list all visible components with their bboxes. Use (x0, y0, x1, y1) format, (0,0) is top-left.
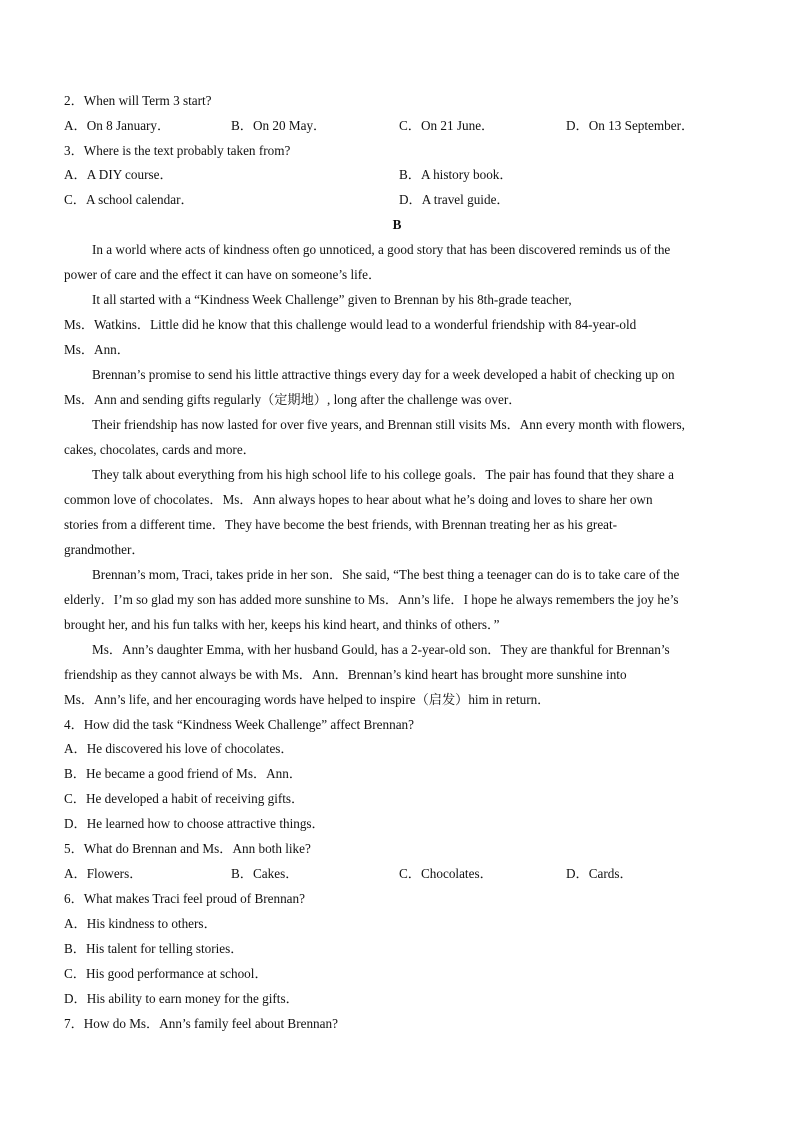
passage-line: Ms．Ann’s life, and her encouraging words have helped to inspire（启发）him in return． (64, 692, 551, 707)
q6-option-a: A．His kindness to others． (64, 916, 217, 931)
question-6-stem: 6．What makes Traci feel proud of Brennan? (64, 891, 305, 906)
passage-line: elderly．I’m so glad my son has added more sunshine to Ms．Ann’s life．I hope he always remembers the joy he’s (64, 592, 679, 607)
q2-option-d: D．On 13 September． (566, 118, 695, 133)
passage-line: common love of chocolates．Ms．Ann always hopes to hear about what he’s doing and loves to share her own (64, 492, 653, 507)
passage-line: power of care and the effect it can have on someone’s life． (64, 267, 382, 282)
q2-option-b: B．On 20 May． (231, 118, 327, 133)
q3-option-c: C．A school calendar． (64, 192, 194, 207)
passage-line: Ms．Ann． (64, 342, 130, 357)
q5-option-d: D．Cards． (566, 866, 633, 881)
question-5-stem: 5．What do Brennan and Ms．Ann both like? (64, 841, 311, 856)
passage-line: They talk about everything from his high school life to his college goals．The pair has found that they share a (92, 467, 674, 482)
q3-option-b: B．A history book． (399, 167, 513, 182)
passage-line: brought her, and his fun talks with her, keeps his kind heart, and thinks of others．” (64, 617, 500, 632)
q4-option-c: C．He developed a habit of receiving gifts． (64, 791, 305, 806)
passage-line: Ms．Watkins．Little did he know that this challenge would lead to a wonderful friendship with 84-year-old (64, 317, 637, 332)
q4-option-d: D．He learned how to choose attractive things． (64, 816, 325, 831)
passage-line: grandmother． (64, 542, 145, 557)
q4-option-a: A．He discovered his love of chocolates． (64, 741, 294, 756)
q5-option-a: A．Flowers． (64, 866, 143, 881)
passage-line: In a world where acts of kindness often go unnoticed, a good story that has been discovered reminds us of the (92, 242, 671, 257)
passage-line: friendship as they cannot always be with Ms．Ann．Brennan’s kind heart has brought more sunshine into (64, 667, 627, 682)
q6-option-b: B．His talent for telling stories． (64, 941, 244, 956)
passage-line: Ms．Ann and sending gifts regularly（定期地）, long after the challenge was over． (64, 392, 522, 407)
q3-option-a: A．A DIY course． (64, 167, 173, 182)
q6-option-d: D．His ability to earn money for the gifts． (64, 991, 299, 1006)
passage-line: Brennan’s mom, Traci, takes pride in her son．She said, “The best thing a teenager can do is to take care of the (92, 567, 680, 582)
q6-option-c: C．His good performance at school． (64, 966, 268, 981)
passage-line: It all started with a “Kindness Week Challenge” given to Brennan by his 8th-grade teacher, (92, 292, 572, 307)
question-4-stem: 4．How did the task “Kindness Week Challenge” affect Brennan? (64, 717, 415, 732)
q5-option-c: C．Chocolates． (399, 866, 493, 881)
question-2-stem: 2．When will Term 3 start? (64, 93, 212, 108)
passage-line: Their friendship has now lasted for over five years, and Brennan still visits Ms．Ann every month with flowers, (92, 417, 685, 432)
question-3-stem: 3．Where is the text probably taken from? (64, 143, 291, 158)
passage-line: Ms．Ann’s daughter Emma, with her husband Gould, has a 2-year-old son．They are thankful for Brennan’s (92, 642, 670, 657)
q5-option-b: B．Cakes． (231, 866, 299, 881)
q2-option-c: C．On 21 June． (399, 118, 495, 133)
passage-line: cakes, chocolates, cards and more． (64, 442, 256, 457)
question-7-stem: 7．How do Ms．Ann’s family feel about Brennan? (64, 1016, 338, 1031)
section-b-heading: B (392, 217, 402, 232)
q2-option-a: A．On 8 January． (64, 118, 171, 133)
q4-option-b: B．He became a good friend of Ms．Ann． (64, 766, 303, 781)
passage-line: Brennan’s promise to send his little attractive things every day for a week developed a habit of checking up on (92, 367, 675, 382)
q3-option-d: D．A travel guide． (399, 192, 510, 207)
passage-line: stories from a different time．They have become the best friends, with Brennan treating her as his great- (64, 517, 618, 532)
